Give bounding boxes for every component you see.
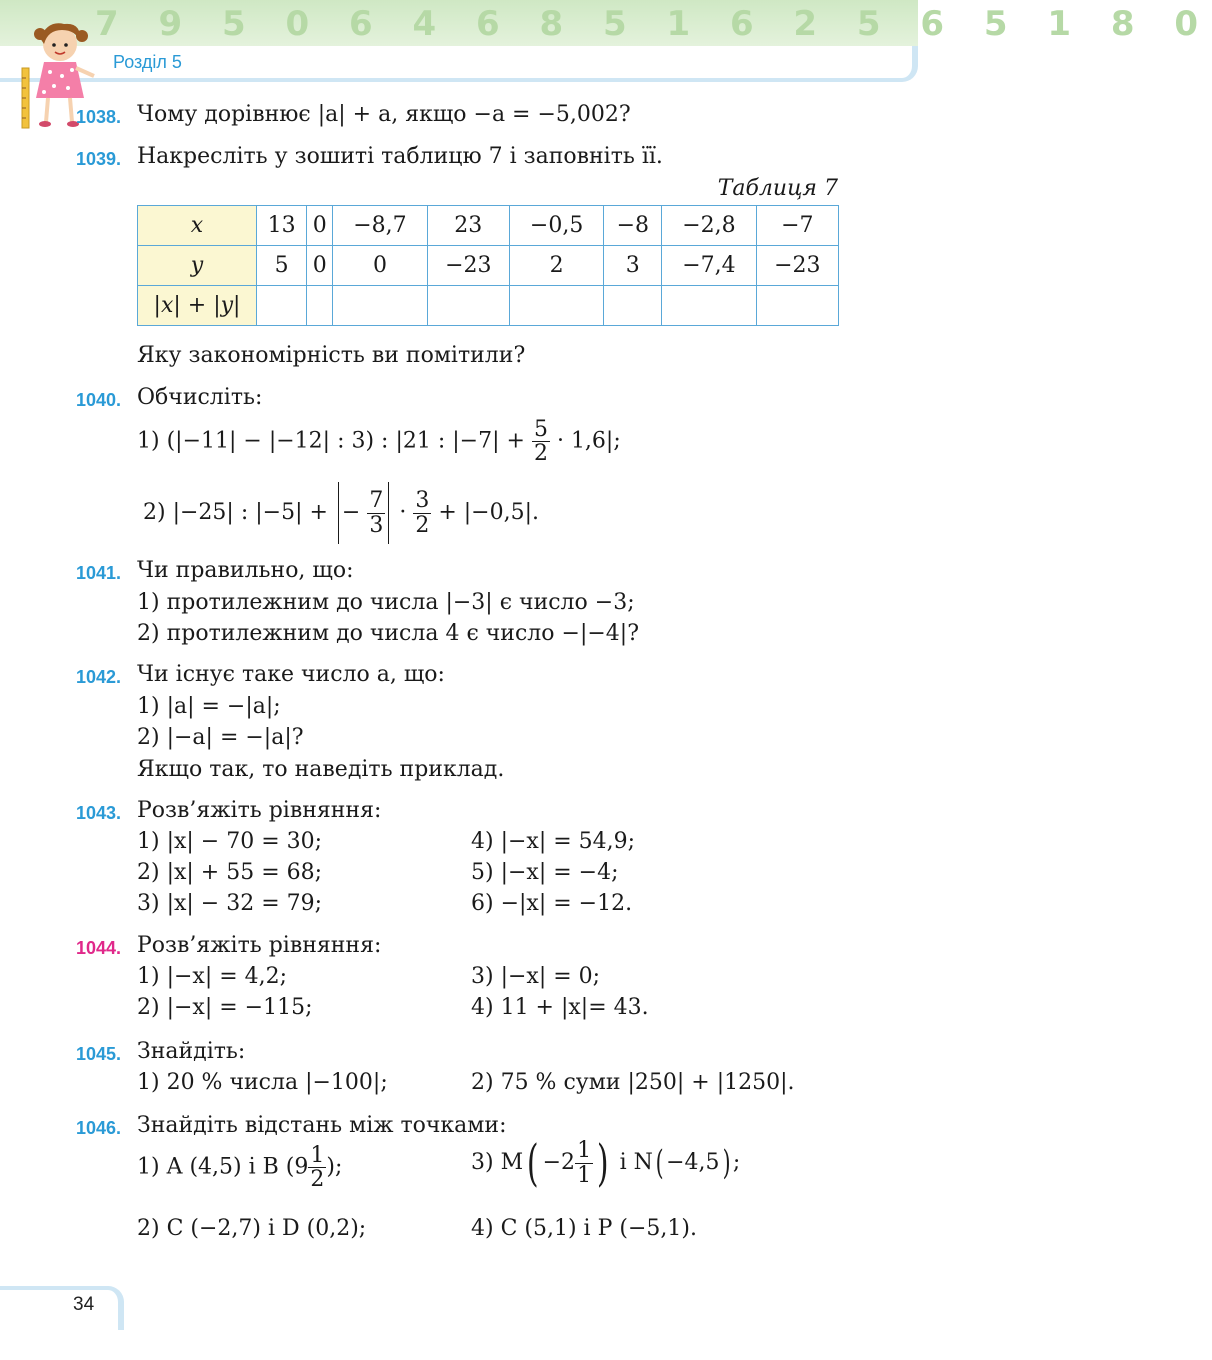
table-cell: −23: [427, 246, 509, 286]
table-cell: [333, 286, 427, 326]
exercise-1039-question: Яку закономірність ви помітили?: [137, 343, 526, 368]
section-label: Розділ 5: [113, 52, 182, 72]
expression-1-part-b: · 1,6|;: [556, 428, 621, 454]
points-3-label-n: і N: [619, 1150, 653, 1175]
exercise-1042-line-2: 2) |−a| = −|a|?: [137, 725, 304, 750]
exercise-1045-line-1: 1) 20 % числа |−100|;: [137, 1070, 388, 1095]
table-row: [138, 286, 839, 326]
table-row: [138, 206, 839, 246]
exercise-number-1045: 1045.: [76, 1044, 122, 1064]
equation: 3) |−x| = 0;: [471, 964, 601, 989]
mixed-whole: −2: [542, 1150, 576, 1175]
exercise-1039-text: Накресліть у зошиті таблицю 7 і заповніть її.: [137, 144, 663, 169]
points-4: 4) C (5,1) і P (−5,1).: [471, 1216, 697, 1241]
point-coordinate: −4,5: [666, 1150, 720, 1175]
table-cell: −0,5: [509, 206, 603, 246]
row-header-y: y: [138, 246, 257, 286]
page-number: 34: [73, 1294, 95, 1315]
equation: 1) |−x| = 4,2;: [137, 964, 288, 989]
exercise-number-1040: 1040.: [76, 390, 122, 410]
values-table: [137, 205, 839, 326]
exercise-1041-line-2: 2) протилежним до числа 4 є число −|−4|?: [137, 621, 639, 646]
numerator: 3: [415, 488, 430, 514]
table-cell: [604, 286, 662, 326]
fraction: [413, 489, 431, 536]
table-cell: [509, 286, 603, 326]
paren-open: (: [655, 1143, 664, 1183]
row-header-sum: |x| + |y|: [138, 286, 257, 326]
denominator: 1: [577, 1162, 592, 1188]
equation: 1) |x| − 70 = 30;: [137, 829, 323, 854]
table-cell: −8,7: [333, 206, 427, 246]
table-cell: [427, 286, 509, 326]
exercise-1044-text: Розв’яжіть рівняння:: [137, 933, 382, 958]
exercise-number-1046: 1046.: [76, 1118, 122, 1138]
fraction: [367, 489, 385, 536]
table-cell: −7,4: [662, 246, 756, 286]
equation: 4) |−x| = 54,9;: [471, 829, 636, 854]
equation: 2) |x| + 55 = 68;: [137, 860, 323, 885]
table-cell: [257, 286, 307, 326]
points-1-part-b: );: [326, 1154, 343, 1180]
paren-close: ): [596, 1134, 609, 1192]
exercise-1042-line-1: 1) |a| = −|a|;: [137, 694, 281, 719]
exercise-1045-line-2: 2) 75 % суми |250| + |1250|.: [471, 1070, 795, 1095]
equation: 4) 11 + |x|= 43.: [471, 995, 649, 1020]
table-cell: −23: [756, 246, 838, 286]
exercise-1046-text: Знайдіть відстань між точками:: [137, 1113, 507, 1138]
points-1-part-a: 1) A (4,5) і B (9: [137, 1154, 309, 1180]
expression-1-part-a: 1) (|−11| − |−12| : 3) : |21 : |−7| +: [137, 428, 525, 454]
table-cell: −8: [604, 206, 662, 246]
numerator: 1: [310, 1143, 325, 1168]
exercise-number-1042: 1042.: [76, 667, 122, 687]
exercise-number-1043: 1043.: [76, 803, 122, 823]
numerator: 1: [577, 1138, 592, 1164]
exercise-1038-text: Чому дорівнює |a| + a, якщо −a = −5,002?: [137, 102, 631, 127]
table-cell: [756, 286, 838, 326]
table-cell: 5: [257, 246, 307, 286]
paren-close: ): [722, 1143, 731, 1183]
equation: 6) −|x| = −12.: [471, 891, 633, 916]
abs-bar-left: [338, 482, 339, 544]
expression-1: [137, 418, 621, 465]
paren-open: (: [527, 1134, 539, 1192]
page-tab: [0, 1286, 124, 1330]
numerator: 7: [369, 488, 384, 514]
exercise-1040-text: Обчисліть:: [137, 385, 263, 410]
points-1: [137, 1144, 342, 1191]
equation: 5) |−x| = −4;: [471, 860, 619, 885]
fraction: [532, 418, 550, 465]
denominator: 3: [369, 512, 384, 538]
exercise-1041-line-1: 1) протилежним до числа |−3| є число −3;: [137, 590, 635, 615]
points-3: [471, 1134, 741, 1192]
exercise-1043-text: Розв’яжіть рівняння:: [137, 798, 382, 823]
abs-bar-right: [388, 482, 389, 544]
exercise-1045-text: Знайдіть:: [137, 1039, 246, 1064]
fraction: [575, 1139, 593, 1186]
points-3-label-m: 3) M: [471, 1150, 524, 1175]
denominator: 2: [415, 512, 430, 538]
equation: 2) |−x| = −115;: [137, 995, 313, 1020]
minus-sign: −: [341, 500, 361, 525]
exercise-1042-line-3: Якщо так, то наведіть приклад.: [137, 757, 505, 782]
exercise-1042-text: Чи існує таке число a, що:: [137, 662, 445, 687]
table-cell: 3: [604, 246, 662, 286]
table-cell: 0: [307, 206, 333, 246]
table-cell: −2,8: [662, 206, 756, 246]
table-caption: Таблиця 7: [717, 176, 838, 201]
table-row: [138, 246, 839, 286]
header-digits-decoration: 7 9 5 0 6 4 6 8 5 1 6 2 5 6 5 1 8 0: [95, 4, 1212, 44]
row-header-x: x: [138, 206, 257, 246]
exercise-number-1038: 1038.: [76, 107, 122, 127]
table-cell: 0: [307, 246, 333, 286]
table-cell: [307, 286, 333, 326]
denominator: 2: [533, 441, 548, 467]
expression-2-part-b: + |−0,5|.: [438, 500, 540, 525]
table-cell: 0: [333, 246, 427, 286]
exercise-number-1041: 1041.: [76, 563, 122, 583]
exercise-number-1044: 1044.: [76, 938, 122, 958]
table-cell: 13: [257, 206, 307, 246]
table-cell: [662, 286, 756, 326]
table-cell: 23: [427, 206, 509, 246]
dot-sign: ·: [399, 500, 407, 525]
expression-2-part-a: 2) |−25| : |−5| +: [143, 500, 328, 525]
exercise-number-1039: 1039.: [76, 149, 122, 169]
denominator: 2: [310, 1167, 325, 1193]
equation: 3) |x| − 32 = 79;: [137, 891, 323, 916]
semicolon: ;: [732, 1150, 741, 1175]
fraction: [308, 1144, 326, 1191]
table-cell: 2: [509, 246, 603, 286]
points-2: 2) C (−2,7) і D (0,2);: [137, 1216, 367, 1241]
exercise-1041-text: Чи правильно, що:: [137, 558, 354, 583]
numerator: 5: [533, 417, 548, 442]
table-cell: −7: [756, 206, 838, 246]
expression-2: [143, 482, 539, 544]
